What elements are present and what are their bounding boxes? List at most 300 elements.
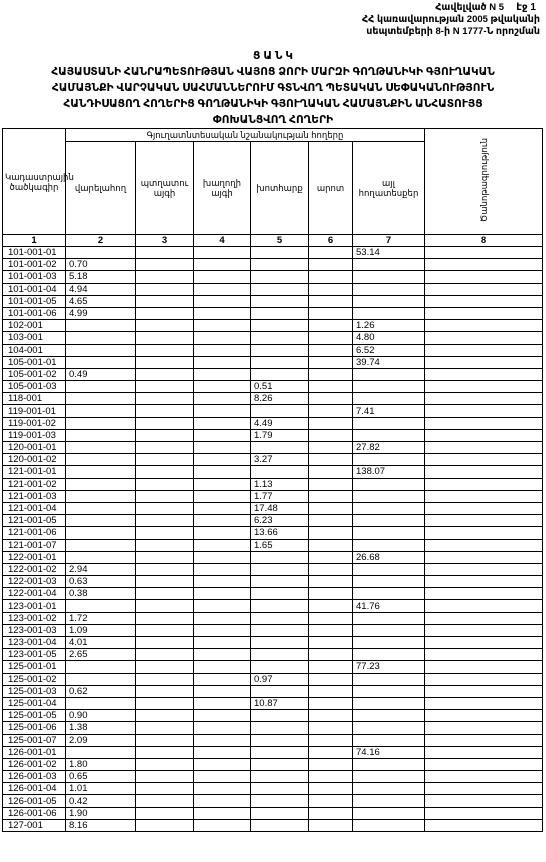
table-row bbox=[3, 466, 543, 478]
arable-cell: 5.18 bbox=[66, 271, 136, 283]
orchard-cell bbox=[136, 576, 194, 588]
arable-cell: 0.90 bbox=[66, 710, 136, 722]
other-land-cell: 26.68 bbox=[353, 551, 425, 563]
vineyard-cell bbox=[194, 649, 251, 661]
pasture-cell bbox=[309, 478, 353, 490]
notes-cell bbox=[425, 454, 543, 466]
hayfield-cell bbox=[251, 771, 309, 783]
notes-cell bbox=[425, 259, 543, 271]
hayfield-cell bbox=[251, 588, 309, 600]
vineyard-cell bbox=[194, 320, 251, 332]
cadastral-code-cell: 101-001-05 bbox=[3, 295, 66, 307]
pasture-cell bbox=[309, 332, 353, 344]
arable-cell: 0.62 bbox=[66, 685, 136, 697]
vineyard-cell bbox=[194, 685, 251, 697]
notes-cell bbox=[425, 368, 543, 380]
table-row bbox=[3, 783, 543, 795]
cadastral-code-cell: 121-001-06 bbox=[3, 527, 66, 539]
other-land-cell bbox=[353, 819, 425, 831]
header-agricultural-group: Գյուղատնտեսական նշանակության հողերը bbox=[66, 129, 425, 142]
cadastral-code-cell: 121-001-05 bbox=[3, 515, 66, 527]
column-number: 1 bbox=[3, 235, 66, 247]
arable-cell: 4.99 bbox=[66, 307, 136, 319]
table-row bbox=[3, 368, 543, 380]
table-row bbox=[3, 429, 543, 441]
arable-cell: 4.01 bbox=[66, 637, 136, 649]
table-row bbox=[3, 283, 543, 295]
pasture-cell bbox=[309, 405, 353, 417]
other-land-cell bbox=[353, 795, 425, 807]
arable-cell bbox=[66, 356, 136, 368]
arable-cell: 1.38 bbox=[66, 722, 136, 734]
orchard-cell bbox=[136, 600, 194, 612]
cadastral-code-cell: 123-001-05 bbox=[3, 649, 66, 661]
arable-cell: 1.01 bbox=[66, 783, 136, 795]
notes-cell bbox=[425, 624, 543, 636]
cadastral-code-cell: 120-001-02 bbox=[3, 454, 66, 466]
pasture-cell bbox=[309, 697, 353, 709]
vineyard-cell bbox=[194, 515, 251, 527]
pasture-cell bbox=[309, 527, 353, 539]
notes-cell bbox=[425, 576, 543, 588]
pasture-cell bbox=[309, 247, 353, 259]
pasture-cell bbox=[309, 649, 353, 661]
pasture-cell bbox=[309, 307, 353, 319]
hayfield-cell: 0.51 bbox=[251, 381, 309, 393]
hayfield-cell bbox=[251, 271, 309, 283]
table-row bbox=[3, 356, 543, 368]
table-row bbox=[3, 807, 543, 819]
arable-cell: 2.94 bbox=[66, 563, 136, 575]
pasture-cell bbox=[309, 344, 353, 356]
hayfield-cell bbox=[251, 795, 309, 807]
notes-cell bbox=[425, 295, 543, 307]
orchard-cell bbox=[136, 332, 194, 344]
pasture-cell bbox=[309, 710, 353, 722]
other-land-cell bbox=[353, 722, 425, 734]
notes-cell bbox=[425, 381, 543, 393]
cadastral-code-cell: 121-001-07 bbox=[3, 539, 66, 551]
notes-cell bbox=[425, 734, 543, 746]
other-land-cell bbox=[353, 271, 425, 283]
orchard-cell bbox=[136, 247, 194, 259]
vineyard-cell bbox=[194, 429, 251, 441]
orchard-cell bbox=[136, 502, 194, 514]
vineyard-cell bbox=[194, 746, 251, 758]
pasture-cell bbox=[309, 746, 353, 758]
other-land-cell bbox=[353, 758, 425, 770]
hayfield-cell: 10.87 bbox=[251, 697, 309, 709]
table-row bbox=[3, 612, 543, 624]
cadastral-code-cell: 125-001-02 bbox=[3, 673, 66, 685]
other-land-cell bbox=[353, 637, 425, 649]
vineyard-cell bbox=[194, 247, 251, 259]
arable-cell: 4.65 bbox=[66, 295, 136, 307]
notes-cell bbox=[425, 637, 543, 649]
hayfield-cell bbox=[251, 637, 309, 649]
vineyard-cell bbox=[194, 673, 251, 685]
notes-cell bbox=[425, 356, 543, 368]
pasture-cell bbox=[309, 320, 353, 332]
orchard-cell bbox=[136, 551, 194, 563]
vineyard-cell bbox=[194, 576, 251, 588]
hayfield-cell: 17.48 bbox=[251, 502, 309, 514]
vineyard-cell bbox=[194, 697, 251, 709]
hayfield-cell bbox=[251, 332, 309, 344]
cadastral-code-cell: 118-001 bbox=[3, 393, 66, 405]
cadastral-code-cell: 121-001-01 bbox=[3, 466, 66, 478]
pasture-cell bbox=[309, 368, 353, 380]
vineyard-cell bbox=[194, 381, 251, 393]
orchard-cell bbox=[136, 722, 194, 734]
orchard-cell bbox=[136, 417, 194, 429]
table-row bbox=[3, 295, 543, 307]
orchard-cell bbox=[136, 588, 194, 600]
table-row bbox=[3, 515, 543, 527]
table-row bbox=[3, 478, 543, 490]
cadastral-code-cell: 101-001-02 bbox=[3, 259, 66, 271]
vineyard-cell bbox=[194, 295, 251, 307]
pasture-cell bbox=[309, 600, 353, 612]
notes-cell bbox=[425, 697, 543, 709]
hayfield-cell: 4.49 bbox=[251, 417, 309, 429]
hayfield-cell bbox=[251, 819, 309, 831]
vineyard-cell bbox=[194, 527, 251, 539]
other-land-cell bbox=[353, 576, 425, 588]
notes-cell bbox=[425, 710, 543, 722]
orchard-cell bbox=[136, 612, 194, 624]
other-land-cell bbox=[353, 490, 425, 502]
hayfield-cell bbox=[251, 307, 309, 319]
orchard-cell bbox=[136, 685, 194, 697]
pasture-cell bbox=[309, 563, 353, 575]
arable-cell bbox=[66, 381, 136, 393]
orchard-cell bbox=[136, 673, 194, 685]
vineyard-cell bbox=[194, 454, 251, 466]
orchard-cell bbox=[136, 307, 194, 319]
notes-cell bbox=[425, 612, 543, 624]
orchard-cell bbox=[136, 527, 194, 539]
vineyard-cell bbox=[194, 588, 251, 600]
cadastral-code-cell: 122-001-02 bbox=[3, 563, 66, 575]
notes-cell bbox=[425, 783, 543, 795]
hayfield-cell bbox=[251, 247, 309, 259]
cadastral-code-cell: 122-001-03 bbox=[3, 576, 66, 588]
other-land-cell: 39.74 bbox=[353, 356, 425, 368]
arable-cell: 1.09 bbox=[66, 624, 136, 636]
pasture-cell bbox=[309, 673, 353, 685]
notes-cell bbox=[425, 758, 543, 770]
hayfield-cell bbox=[251, 722, 309, 734]
orchard-cell bbox=[136, 320, 194, 332]
table-row bbox=[3, 442, 543, 454]
pasture-cell bbox=[309, 734, 353, 746]
header-orchard: պտղատու այգի bbox=[136, 142, 194, 235]
orchard-cell bbox=[136, 490, 194, 502]
cadastral-code-cell: 101-001-01 bbox=[3, 247, 66, 259]
pasture-cell bbox=[309, 576, 353, 588]
arable-cell: 2.09 bbox=[66, 734, 136, 746]
other-land-cell bbox=[353, 710, 425, 722]
notes-cell bbox=[425, 247, 543, 259]
notes-cell bbox=[425, 429, 543, 441]
other-land-cell: 77.23 bbox=[353, 661, 425, 673]
cadastral-code-cell: 126-001-04 bbox=[3, 783, 66, 795]
hayfield-cell: 3.27 bbox=[251, 454, 309, 466]
hayfield-cell: 6.23 bbox=[251, 515, 309, 527]
orchard-cell bbox=[136, 771, 194, 783]
table-row bbox=[3, 320, 543, 332]
pasture-cell bbox=[309, 807, 353, 819]
cadastral-code-cell: 123-001-04 bbox=[3, 637, 66, 649]
vineyard-cell bbox=[194, 502, 251, 514]
arable-cell bbox=[66, 466, 136, 478]
arable-cell bbox=[66, 478, 136, 490]
orchard-cell bbox=[136, 283, 194, 295]
pasture-cell bbox=[309, 722, 353, 734]
arable-cell bbox=[66, 661, 136, 673]
other-land-cell: 1.26 bbox=[353, 320, 425, 332]
pasture-cell bbox=[309, 417, 353, 429]
cadastral-code-cell: 125-001-06 bbox=[3, 722, 66, 734]
cadastral-code-cell: 120-001-01 bbox=[3, 442, 66, 454]
table-row bbox=[3, 661, 543, 673]
cadastral-code-cell: 105-001-03 bbox=[3, 381, 66, 393]
header-cadastral-code: Կադաստրային ծածկագիր bbox=[3, 129, 66, 235]
table-row bbox=[3, 758, 543, 770]
vineyard-cell bbox=[194, 490, 251, 502]
table-row bbox=[3, 247, 543, 259]
arable-cell bbox=[66, 673, 136, 685]
header-other-land: այլ հողատեսքեր bbox=[353, 142, 425, 235]
notes-cell bbox=[425, 478, 543, 490]
notes-cell bbox=[425, 673, 543, 685]
other-land-cell bbox=[353, 649, 425, 661]
orchard-cell bbox=[136, 271, 194, 283]
table-row bbox=[3, 795, 543, 807]
vineyard-cell bbox=[194, 734, 251, 746]
other-land-cell bbox=[353, 685, 425, 697]
pasture-cell bbox=[309, 588, 353, 600]
hayfield-cell bbox=[251, 576, 309, 588]
hayfield-cell bbox=[251, 600, 309, 612]
vineyard-cell bbox=[194, 661, 251, 673]
vineyard-cell bbox=[194, 417, 251, 429]
table-row bbox=[3, 710, 543, 722]
vineyard-cell bbox=[194, 722, 251, 734]
other-land-cell: 4.80 bbox=[353, 332, 425, 344]
notes-cell bbox=[425, 600, 543, 612]
orchard-cell bbox=[136, 795, 194, 807]
hayfield-cell bbox=[251, 661, 309, 673]
notes-cell bbox=[425, 466, 543, 478]
other-land-cell bbox=[353, 283, 425, 295]
column-number: 4 bbox=[194, 235, 251, 247]
other-land-cell bbox=[353, 259, 425, 271]
other-land-cell bbox=[353, 612, 425, 624]
arable-cell: 0.63 bbox=[66, 576, 136, 588]
other-land-cell: 7.41 bbox=[353, 405, 425, 417]
page-number: էջ 1 bbox=[516, 2, 536, 13]
vineyard-cell bbox=[194, 758, 251, 770]
cadastral-code-cell: 126-001-06 bbox=[3, 807, 66, 819]
other-land-cell: 74.16 bbox=[353, 746, 425, 758]
column-number: 6 bbox=[309, 235, 353, 247]
table-row bbox=[3, 405, 543, 417]
pasture-cell bbox=[309, 393, 353, 405]
vineyard-cell bbox=[194, 332, 251, 344]
orchard-cell bbox=[136, 259, 194, 271]
table-row bbox=[3, 259, 543, 271]
arable-cell: 1.72 bbox=[66, 612, 136, 624]
arable-cell bbox=[66, 344, 136, 356]
pasture-cell bbox=[309, 771, 353, 783]
pasture-cell bbox=[309, 466, 353, 478]
pasture-cell bbox=[309, 429, 353, 441]
hayfield-cell bbox=[251, 356, 309, 368]
hayfield-cell bbox=[251, 283, 309, 295]
table-body bbox=[3, 247, 543, 832]
vineyard-cell bbox=[194, 539, 251, 551]
hayfield-cell bbox=[251, 344, 309, 356]
arable-cell: 0.65 bbox=[66, 771, 136, 783]
orchard-cell bbox=[136, 783, 194, 795]
pasture-cell bbox=[309, 271, 353, 283]
other-land-cell bbox=[353, 515, 425, 527]
annex-label: Հավելված N 5 bbox=[435, 2, 504, 13]
hayfield-cell bbox=[251, 685, 309, 697]
table-row bbox=[3, 527, 543, 539]
orchard-cell bbox=[136, 368, 194, 380]
header-pasture: արոտ bbox=[309, 142, 353, 235]
pasture-cell bbox=[309, 515, 353, 527]
notes-cell bbox=[425, 393, 543, 405]
notes-cell bbox=[425, 539, 543, 551]
hayfield-cell bbox=[251, 612, 309, 624]
title-line-5: ՓՈԽԱՆՑՎՈՂ ՀՈՂԵՐԻ bbox=[212, 114, 334, 126]
arable-cell bbox=[66, 454, 136, 466]
pasture-cell bbox=[309, 783, 353, 795]
cadastral-code-cell: 122-001-04 bbox=[3, 588, 66, 600]
table-row bbox=[3, 551, 543, 563]
header-hayfield: խոտհարք bbox=[251, 142, 309, 235]
cadastral-code-cell: 119-001-03 bbox=[3, 429, 66, 441]
orchard-cell bbox=[136, 649, 194, 661]
vineyard-cell bbox=[194, 771, 251, 783]
annex-header bbox=[362, 2, 540, 38]
orchard-cell bbox=[136, 563, 194, 575]
arable-cell: 1.90 bbox=[66, 807, 136, 819]
table-row bbox=[3, 673, 543, 685]
cadastral-code-cell: 123-001-02 bbox=[3, 612, 66, 624]
table-row bbox=[3, 637, 543, 649]
table-row bbox=[3, 271, 543, 283]
table-row bbox=[3, 722, 543, 734]
table-row bbox=[3, 734, 543, 746]
hayfield-cell: 13.66 bbox=[251, 527, 309, 539]
header-vineyard: խաղողի այգի bbox=[194, 142, 251, 235]
cadastral-code-cell: 125-001-07 bbox=[3, 734, 66, 746]
table-row bbox=[3, 454, 543, 466]
table-row bbox=[3, 307, 543, 319]
column-number: 2 bbox=[66, 235, 136, 247]
other-land-cell bbox=[353, 393, 425, 405]
other-land-cell bbox=[353, 539, 425, 551]
hayfield-cell: 0.97 bbox=[251, 673, 309, 685]
notes-cell bbox=[425, 405, 543, 417]
orchard-cell bbox=[136, 697, 194, 709]
table-row bbox=[3, 746, 543, 758]
vineyard-cell bbox=[194, 624, 251, 636]
pasture-cell bbox=[309, 685, 353, 697]
vineyard-cell bbox=[194, 344, 251, 356]
pasture-cell bbox=[309, 758, 353, 770]
table-row bbox=[3, 332, 543, 344]
pasture-cell bbox=[309, 356, 353, 368]
cadastral-code-cell: 125-001-01 bbox=[3, 661, 66, 673]
pasture-cell bbox=[309, 819, 353, 831]
vineyard-cell bbox=[194, 612, 251, 624]
arable-cell bbox=[66, 429, 136, 441]
vineyard-cell bbox=[194, 563, 251, 575]
arable-cell bbox=[66, 247, 136, 259]
hayfield-cell bbox=[251, 710, 309, 722]
orchard-cell bbox=[136, 405, 194, 417]
cadastral-code-cell: 105-001-01 bbox=[3, 356, 66, 368]
table-row bbox=[3, 417, 543, 429]
vineyard-cell bbox=[194, 600, 251, 612]
hayfield-cell: 8.26 bbox=[251, 393, 309, 405]
cadastral-code-cell: 105-001-02 bbox=[3, 368, 66, 380]
hayfield-cell: 1.77 bbox=[251, 490, 309, 502]
notes-cell bbox=[425, 649, 543, 661]
hayfield-cell bbox=[251, 758, 309, 770]
table-row bbox=[3, 563, 543, 575]
vineyard-cell bbox=[194, 478, 251, 490]
pasture-cell bbox=[309, 490, 353, 502]
pasture-cell bbox=[309, 502, 353, 514]
vineyard-cell bbox=[194, 259, 251, 271]
hayfield-cell bbox=[251, 563, 309, 575]
arable-cell: 1.80 bbox=[66, 758, 136, 770]
cadastral-code-cell: 104-001 bbox=[3, 344, 66, 356]
other-land-cell bbox=[353, 697, 425, 709]
other-land-cell bbox=[353, 673, 425, 685]
other-land-cell bbox=[353, 771, 425, 783]
title-line-1: Ց Ա Ն Կ bbox=[253, 50, 293, 62]
pasture-cell bbox=[309, 259, 353, 271]
column-number: 5 bbox=[251, 235, 309, 247]
hayfield-cell bbox=[251, 368, 309, 380]
arable-cell bbox=[66, 417, 136, 429]
header-notes bbox=[425, 129, 543, 235]
orchard-cell bbox=[136, 429, 194, 441]
other-land-cell bbox=[353, 454, 425, 466]
table-row bbox=[3, 697, 543, 709]
hayfield-cell bbox=[251, 295, 309, 307]
hayfield-cell bbox=[251, 466, 309, 478]
hayfield-cell bbox=[251, 624, 309, 636]
notes-cell bbox=[425, 332, 543, 344]
vineyard-cell bbox=[194, 819, 251, 831]
arable-cell bbox=[66, 697, 136, 709]
table-row bbox=[3, 393, 543, 405]
pasture-cell bbox=[309, 381, 353, 393]
table-row bbox=[3, 344, 543, 356]
orchard-cell bbox=[136, 393, 194, 405]
table-row bbox=[3, 539, 543, 551]
vineyard-cell bbox=[194, 271, 251, 283]
